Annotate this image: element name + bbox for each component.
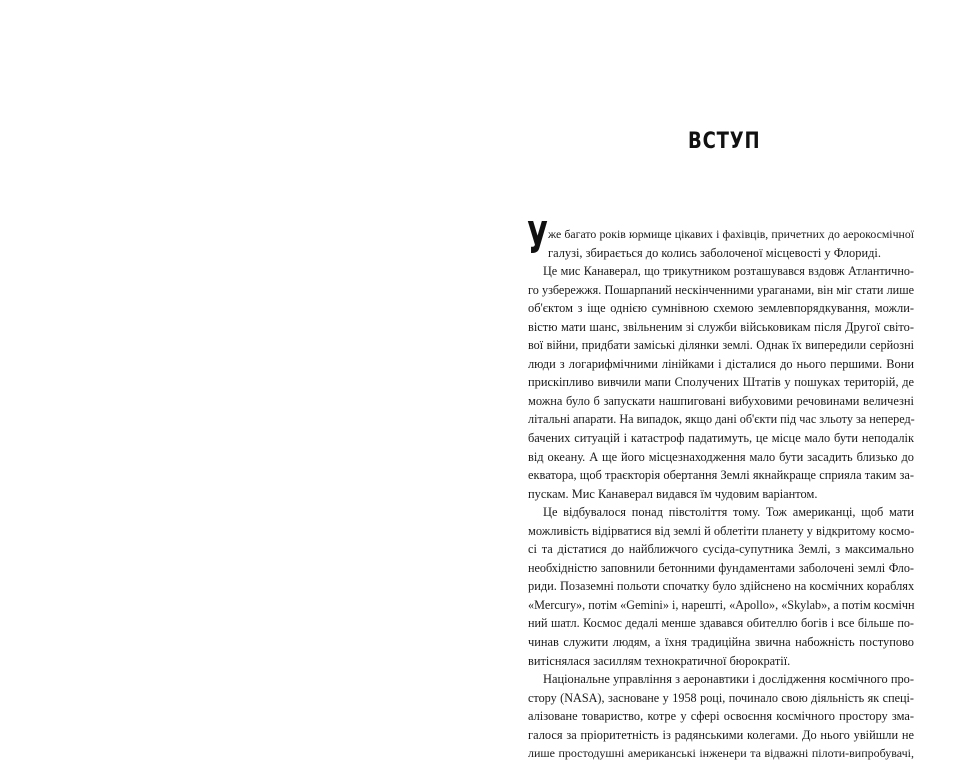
text-line: прискіпливо вивчили мапи Сполучених Штатів у пошуках територій, де <box>528 375 914 390</box>
text-line: об'єктом з іще однією сумнівною схемою землевпорядкування, можли- <box>528 301 914 316</box>
chapter-title: ВСТУП <box>688 129 761 154</box>
text-line: Національне управління з аеронавтики і дослідження космічного про- <box>543 672 914 687</box>
body-text <box>527 213 915 763</box>
drop-cap: У <box>527 213 549 264</box>
text-line: люди з логарифмічними лінійками і дісталися до нього першими. Вони <box>528 356 914 371</box>
text-line: від океану. А ще його місцезнаходження мало бути засадить близько до <box>528 449 914 464</box>
text-line: вої війни, придбати заміські ділянки землі. Однак їх випередили серйозні <box>528 338 914 353</box>
text-line: можна було б запускати нашпиговані вибуховими речовинами величезні <box>528 393 914 408</box>
text-line: ний шатл. Космос дедалі менше здавався обителлю богів і все більше по- <box>528 616 914 631</box>
text-line: чинав служити людям, а їхня традиційна звична набожність поступово <box>528 635 914 650</box>
text-line: літальні апарати. На випадок, якщо дані об'єкти під час зльоту за неперед- <box>528 412 915 427</box>
text-line: пускам. Мис Канаверал видався їм чудовим варіантом. <box>528 486 818 501</box>
text-line: Це мис Канаверал, що трикутником розташувався вздовж Атлантично- <box>543 264 914 279</box>
text-line: вістю мати шанс, звільненим зі служби військовикам після Другої світо- <box>528 319 914 334</box>
text-line: витіснялася засиллям технократичної бюрократії. <box>528 653 791 668</box>
text-line: лише простодушні американські інженери та відважні пілоти-випробувачі, <box>528 746 914 761</box>
text-line: алізоване товариство, котре у сфері освоєння космічного простору зма- <box>528 709 914 724</box>
text-line: го узбережжя. Пошарпаний нескінченними ураганами, він міг стати лише <box>528 282 914 297</box>
text-line: можливість відірватися від землі й облетіти планету у відкритому космо- <box>528 523 915 538</box>
text-line: галузі, збирається до колись заболоченої місцевості у Флориді. <box>548 245 881 260</box>
text-line: стору (NASA), засноване у 1958 році, починало свою діяльність як спеці- <box>528 690 914 705</box>
left-page-blank <box>0 0 485 691</box>
text-line: галося за пріоритетність із радянськими колегами. До нього увійшли не <box>528 727 914 742</box>
text-line: необхідністю заповнили бетонними фундаментами заболочені землі Фло- <box>528 560 914 575</box>
text-line: Це відбувалося понад півстоліття тому. Тож американці, щоб мати <box>543 505 914 520</box>
text-line: «Mercury», потім «Gemini» і, нарешті, «Apollo», «Skylab», а потім космічн <box>528 597 915 612</box>
text-line: же багато років юрмище цікавих і фахівців, причетних до аерокосмічної <box>548 227 914 241</box>
text-line: бачених ситуацій і катастроф падатимуть, це місце мало бути неподалік <box>528 431 914 446</box>
text-line: екватора, щоб траєкторія обертання Землі якнайкраще сприяла таким за- <box>528 468 914 483</box>
text-line: риди. Позаземні польоти спочатку було здійснено на космічних кораблях <box>528 579 915 594</box>
text-line: сі та дістатися до найближчого сусіда-супутника Землі, з максимально <box>528 542 914 557</box>
